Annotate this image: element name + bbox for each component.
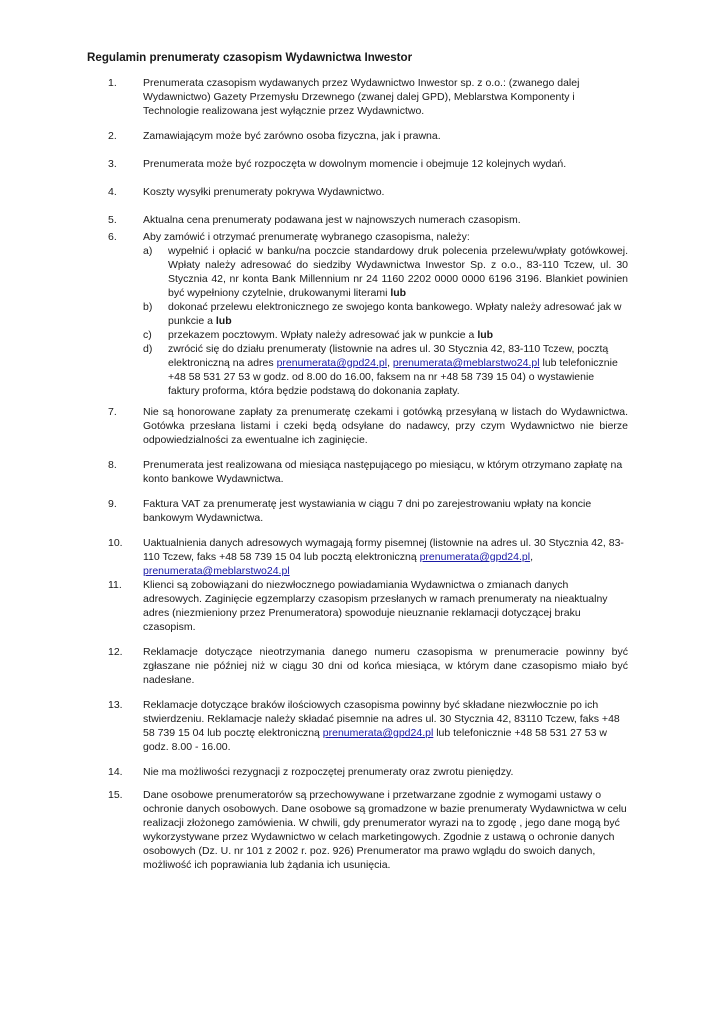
item-number: 12. <box>108 646 123 658</box>
list-item <box>108 76 628 118</box>
item-number: 6. <box>108 231 117 243</box>
item-number: 4. <box>108 186 117 198</box>
item-number: 13. <box>108 699 123 711</box>
item-number: 1. <box>108 77 117 89</box>
item-number: 8. <box>108 459 117 471</box>
item-number: 5. <box>108 214 117 226</box>
item-text-part: Reklamacje dotyczące braków ilościowych czasopisma powinny być składane niezwłocznie po ich stwierdzeniu. Reklamacje należy składać pisemnie na adres ul. 30 Stycznia 42, 83110 Tczew, faks +48 58 739 15 04 lub pocztę elektroniczną <box>143 699 620 739</box>
item-number: 7. <box>108 406 117 418</box>
item-text: Klienci są zobowiązani do niezwłocznego powiadamiania Wydawnictwa o zmianach danych adresowych. Zaginięcie egzemplarzy czasopism przesłanych w ramach prenumeraty na nieaktualny adres (niezmieniony przez Prenumeratora) spowoduje nieuznanie reklamacji dotyczącej braku czasopism. <box>143 579 608 633</box>
list-item <box>108 645 628 687</box>
item-text: Nie są honorowane zapłaty za prenumeratę czekami i gotówką przesyłaną w listach do Wydawnictwa. Gotówka przesłana listami i czeki będą odsyłane do nadawcy, przy czym Wydawnictwo nie bierze odpowiedzialności za ewentualne ich zaginięcie. <box>143 406 628 446</box>
item-text: Zamawiającym może być zarówno osoba fizyczna, jak i prawna. <box>143 130 441 142</box>
list-item <box>108 129 628 143</box>
item-number: 14. <box>108 766 123 778</box>
item-text: Faktura VAT za prenumeratę jest wystawiania w ciągu 7 dni po zarejestrowaniu wpłaty na koncie bankowym Wydawnictwa. <box>143 498 592 524</box>
sub-item-a <box>143 244 628 300</box>
sub-item-letter: b) <box>143 301 153 313</box>
sub-item-letter: d) <box>143 343 153 355</box>
bold-lub: lub <box>477 329 494 341</box>
item-number: 3. <box>108 158 117 170</box>
list-item <box>108 765 628 779</box>
item-text: Koszty wysyłki prenumeraty pokrywa Wydawnictwo. <box>143 186 385 198</box>
item-text: Nie ma możliwości rezygnacji z rozpoczętej prenumeraty oraz zwrotu pieniędzy. <box>143 766 514 778</box>
list-item <box>108 458 628 486</box>
email-link-gpd[interactable]: prenumerata@gpd24.pl <box>419 551 531 563</box>
list-item <box>108 213 628 227</box>
email-link-gpd[interactable]: prenumerata@gpd24.pl <box>276 357 388 369</box>
sub-item-letter: a) <box>143 245 153 257</box>
item-text-part: Uaktualnienia danych adresowych wymagają formy pisemnej (listownie na adres ul. 30 Stycznia 42, 83-110 Tczew, faks +48 58 739 15 04 lub pocztą elektroniczną <box>143 537 624 563</box>
item-number: 9. <box>108 498 117 510</box>
item-text <box>143 698 628 754</box>
item-text: Prenumerata czasopism wydawanych przez Wydawnictwo Inwestor sp. z o.o.: (zwanego dalej Wydawnictwo) Gazety Przemysłu Drzewnego (zwanej dalej GPD), Meblarstwa Komponenty i Technologie realizowana jest wyłącznie przez Wydawnictwo. <box>143 77 580 117</box>
sub-item-text: przekazem pocztowym. Wpłaty należy adresować jak w punkcie a <box>168 329 475 341</box>
item-text: Dane osobowe prenumeratorów są przechowywane i przetwarzane zgodnie z wymogami ustawy o ochronie danych osobowych. Dane osobowe są gromadzone w bazie prenumeraty Wydawnictwa w celu realizacji złożonego zamówienia. W chwili, gdy prenumerator wyrazi na to zgodę , jego dane mogą być wykorzystywane przez Wydawnictwo w celach marketingowych. Zgodnie z ustawą o ochronie danych osobowych (Dz. U. nr 101 z 2002 r. poz. 926) Prenumerator ma prawo wglądu do swoich danych, możliwość ich poprawiania lub żądania ich usunięcia. <box>143 789 627 871</box>
sub-item-text-cont: lub telefonicznie +48 58 531 27 53 w godz. od 8.00 do 16.00, faksem na nr +48 58 739 15 04) o wystawienie faktury proforma, która będzie podstawą do dokonania zapłaty. <box>168 357 618 397</box>
sub-item-d <box>143 342 628 398</box>
bold-lub: lub <box>390 287 407 299</box>
item-text: Reklamacje dotyczące nieotrzymania danego numeru czasopisma w prenumeracie powinny być zgłaszane nie później niż w ciągu 30 dni od końca miesiąca, w którym dane czasopismo miało być nadesłane. <box>143 646 628 686</box>
list-item <box>108 157 628 171</box>
list-item <box>108 698 628 754</box>
item-text <box>143 536 628 578</box>
email-link-meblarstwo[interactable]: prenumerata@meblarstwo24.pl <box>392 357 540 369</box>
email-link-gpd[interactable]: prenumerata@gpd24.pl <box>322 727 434 739</box>
sub-item-c <box>143 328 628 342</box>
bold-lub: lub <box>215 315 232 327</box>
sub-item-text: dokonać przelewu elektronicznego ze swojego konta bankowego. Wpłaty należy adresować jak w punkcie a <box>168 301 622 327</box>
sub-item-text: zwrócić się do działu prenumeraty (listownie na adres ul. 30 Stycznia 42, 83-110 Tczew, pocztą elektroniczną na adres <box>168 343 609 369</box>
sub-item-text: wypełnić i opłacić w banku/na poczcie standardowy druk polecenia przelewu/wpłaty gotówkowej. Wpłaty należy adresować do siedziby Wydawnictwa Inwestor Sp. z o.o., 83-110 Tczew, ul. 30 Stycznia 42, nr konta Bank Millennium nr 24 1160 2202 0000 0000 6196 3196. Blankiet powinien być wypełniony czytelnie, drukowanymi literami <box>168 245 628 299</box>
separator: , <box>387 357 390 369</box>
item-text: Aktualna cena prenumeraty podawana jest w najnowszych numerach czasopism. <box>143 214 521 226</box>
item-text: Prenumerata jest realizowana od miesiąca następującego po miesiącu, w którym otrzymano zapłatę na konto bankowe Wydawnictwa. <box>143 459 623 485</box>
item-text: Prenumerata może być rozpoczęta w dowolnym momencie i obejmuje 12 kolejnych wydań. <box>143 158 567 170</box>
item-number: 2. <box>108 130 117 142</box>
sub-item-b <box>143 300 628 328</box>
sub-item-letter: c) <box>143 329 152 341</box>
item-number: 11. <box>108 579 122 591</box>
list-item <box>108 536 628 578</box>
page-title: Regulamin prenumeraty czasopism Wydawnictwa Inwestor <box>87 51 413 64</box>
list-item <box>108 405 628 447</box>
list-item <box>108 497 628 525</box>
item-text <box>143 230 628 398</box>
separator: , <box>530 551 533 563</box>
list-item <box>108 788 628 872</box>
item-number: 10. <box>108 537 123 549</box>
email-link-meblarstwo[interactable]: prenumerata@meblarstwo24.pl <box>143 565 290 577</box>
list-item <box>108 185 628 199</box>
item-intro: Aby zamówić i otrzymać prenumeratę wybranego czasopisma, należy: <box>143 231 470 243</box>
item-text-part: lub telefonicznie +48 58 531 27 53 w godz. 8.00 - 16.00. <box>143 727 607 753</box>
item-number: 15. <box>108 789 123 801</box>
list-item <box>108 578 628 634</box>
list-item <box>108 230 628 398</box>
